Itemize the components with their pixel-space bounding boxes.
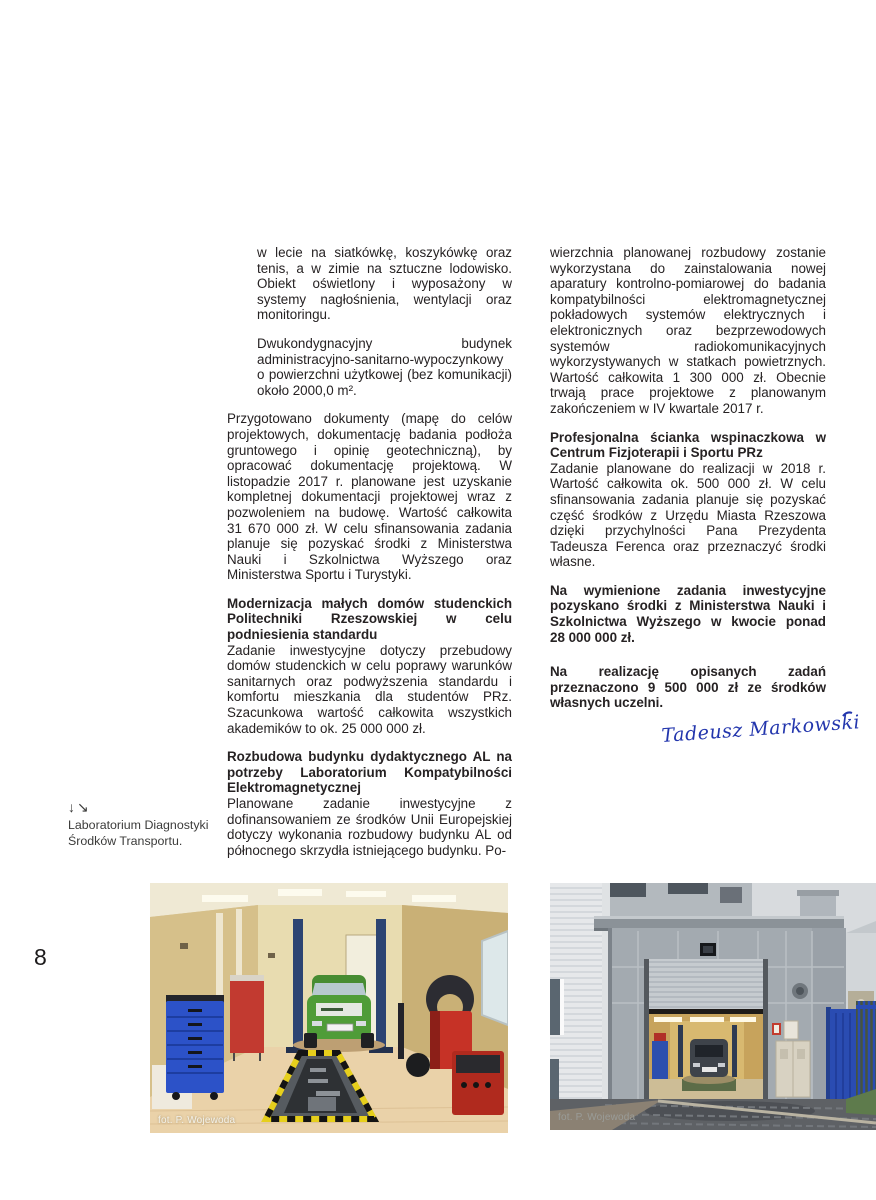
section-heading: Profesjonalna ścianka wspinaczkowa w Centrum Fizjoterapii i Sportu PRz (550, 429, 826, 461)
section-heading: Modernizacja małych domów studenckich Politechniki Rzeszowskiej w celu podniesienia standardu (227, 595, 512, 643)
photo-credit: fot. P. Wojewoda (158, 1115, 236, 1126)
page-number: 8 (34, 944, 47, 970)
caption-line: Środków Transportu. (68, 833, 183, 848)
body-paragraph: Zadanie inwestycyjne dotyczy przebudowy domów studenckich w celu poprawy warunków sanitarnych oraz podwyższenia standardu i komfortu mieszkania dla studentów PRz. Szacunkowa wartość całkowita wszystkich akademików to ok. 25 000 000 zł. (227, 642, 512, 736)
signature-ink (650, 700, 865, 762)
body-paragraph: Zadanie planowane do realizacji w 2018 r. Wartość całkowita ok. 500 000 zł. W celu sfinansowania zadania planuje się pozyskać część środków z Urzędu Miasta Rzeszowa dzięki przychylności Pana Prezydenta Tadeusza Ferenca oraz przeznaczyć środki własne. (550, 460, 826, 570)
photo-lab-interior (150, 883, 508, 1133)
summary-paragraph: Na realizację opisanych zadań przeznaczono 9 500 000 zł ze środków własnych uczelni. (550, 664, 826, 711)
building-exterior-illustration (550, 883, 876, 1130)
summary-paragraph: Na wymienione zadania inwestycyjne pozyskano środki z Ministerstwa Nauki i Szkolnictwa Wyższego w kwocie ponad 28 000 000 zł. (550, 582, 826, 645)
right-text-column (550, 245, 826, 724)
left-text-column (227, 245, 512, 871)
body-paragraph: Dwukondygnacyjny budynek administracyjno-sanitarno-wypoczynkowy o powierzchni użytkowej (bez komunikacji) około 2000,0 m². (257, 335, 512, 398)
photo-credit: fot. P. Wojewoda (558, 1112, 636, 1123)
photo-building-exterior (550, 883, 876, 1130)
body-paragraph: wierzchnia planowanej rozbudowy zostanie wykorzystana do zainstalowania nowej aparatury kontrolno-pomiarowej do badania kompatybilności elektromagnetycznej pokładowych systemów elektrycznych i elektronicznych oraz bezprzewodowych systemów radiokomunikacyjnych wykorzystywanych w statkach powietrznych. Wartość całkowita 1 300 000 zł. Obecnie trwają prace projektowe z planowanym zakończeniem w IV kwartale 2017 r. (550, 245, 826, 416)
body-paragraph: w lecie na siatkówkę, koszykówkę oraz tenis, a w zimie na sztuczne lodowisko. Obiekt oświetlony i wyposażony w systemy nagłośnienia, wentylacji oraz monitoringu. (257, 245, 512, 323)
photo-caption-block (68, 799, 218, 849)
body-paragraph: Planowane zadanie inwestycyjne z dofinansowaniem ze środków Unii Europejskiej dotyczy wykonania rozbudowy budynku AL od północnego skrzydła istniejącego budynku. Po- (227, 796, 512, 858)
signature-text: Tadeusz Markowski (660, 711, 861, 747)
signature (650, 700, 865, 762)
caption-line: Laboratorium Diagnostyki (68, 818, 209, 832)
lab-interior-illustration (150, 883, 508, 1133)
caption-arrows-icon: ↓↘ (68, 799, 91, 815)
section-heading: Rozbudowa budynku dydaktycznego AL na potrzeby Laboratorium Kompatybilności Elektromagnetycznej (227, 749, 512, 796)
body-paragraph: Przygotowano dokumenty (mapę do celów projektowych, dokumentację badania podłoża gruntowego i opinię geotechniczną), by opracować dokumentację projektową. W listopadzie 2017 r. planowane jest uzyskanie kompletnej dokumentacji projektowej wraz z pozwoleniem na budowę. Wartość całkowita 31 670 000 zł. W celu sfinansowania zadania planuje się pozyskać środki z Ministerstwa Nauki i Szkolnictwa Wyższego oraz Ministerstwa Sportu i Turystyki. (227, 411, 512, 583)
